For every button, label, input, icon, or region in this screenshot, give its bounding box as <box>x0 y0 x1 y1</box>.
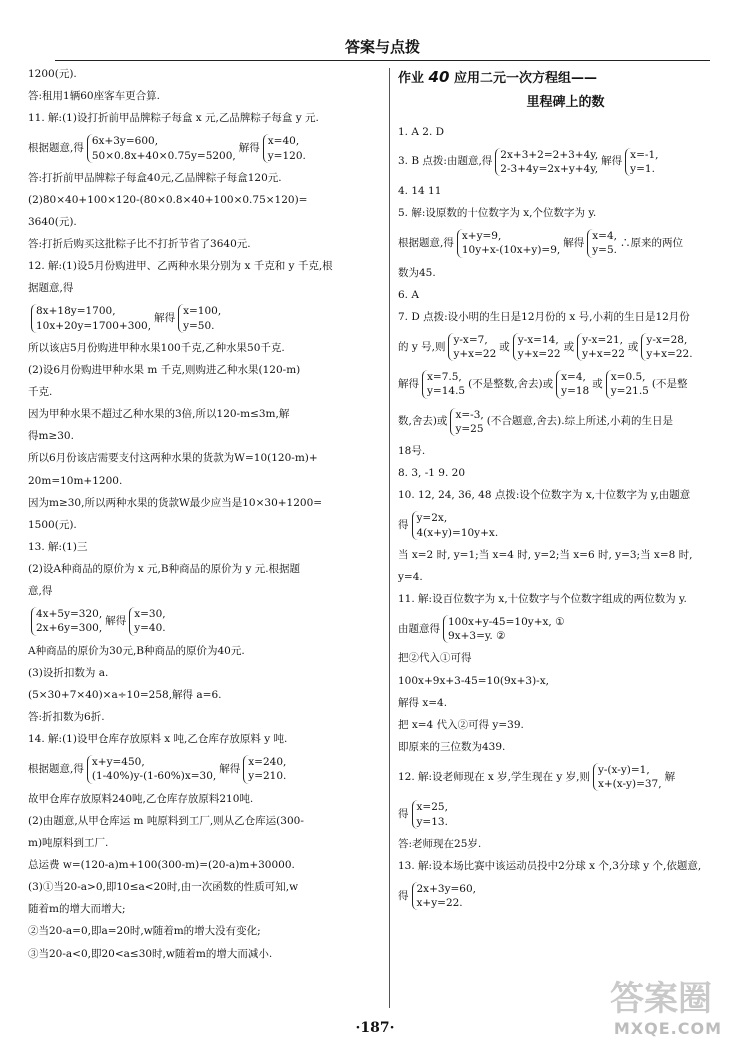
equation: y=5. <box>592 244 617 257</box>
title-text: 应用二元一次方程组—— <box>453 71 597 86</box>
text-line: (2)由题意,从甲仓库运 m 吨原料到工厂,则从乙仓库运(300- <box>28 814 304 827</box>
text-span: 根据题意,得 <box>28 762 84 775</box>
solution-system <box>263 134 306 162</box>
equation: 2-3+4y=2x+y+4y, <box>500 162 599 175</box>
text-line: 所以6月份该店需要支付这两种水果的货款为W=10(120-m)+ <box>28 452 318 465</box>
equation: y=13. <box>416 815 448 828</box>
text-span: 12. 解:设老师现在 x 岁,学生现在 y 岁,则 <box>398 770 590 783</box>
text-span: 得 <box>398 807 409 820</box>
text-line: 因为m≥30,所以两种水果的货款W最少应当是10×30+1200= <box>28 496 323 509</box>
equation-row <box>398 370 733 398</box>
equation-row <box>398 763 733 791</box>
equation: y=50. <box>183 319 215 332</box>
equation: x=40, <box>267 135 300 148</box>
equation: 8x+18y=1700, <box>36 305 116 318</box>
text-line: 100x+9x+3-45=10(9x+3)-x, <box>398 674 549 687</box>
equation: y=25 <box>455 422 484 435</box>
equation: y=14.5 <box>427 385 466 398</box>
equation: y-x=28, <box>646 333 688 346</box>
text-line: 随着m的增大而增大; <box>28 903 126 916</box>
text-span: 根据题意,得 <box>28 141 84 154</box>
problem-14-head: 14. 解:(1)设甲仓库存放原料 x 吨,乙仓库存放原料 y 吨. <box>28 733 288 746</box>
equation: 50×0.8x+40×0.75y=5200, <box>91 149 236 162</box>
text-line: 1. A 2. D <box>398 125 445 138</box>
text-line: (5×30+7×40)×a÷10=258,解得 a=6. <box>28 688 222 701</box>
equation-row <box>28 607 383 635</box>
solution-system <box>129 607 165 635</box>
text-span: 由题意得 <box>398 622 440 635</box>
equation-system <box>87 755 216 783</box>
text-line: ②当20-a=0,即a=20时,w随着m的增大没有变化; <box>28 925 261 938</box>
text-line: 解得 x=4. <box>398 696 448 709</box>
text-line: 数为45. <box>398 266 436 279</box>
text-line: (2)设6月份购进甲种水果 m 千克,则购进乙种水果(120-m) <box>28 363 301 376</box>
equation: y+x=22. <box>646 348 693 361</box>
text-line: 答:打折后购买这批粽子比不打折节省了3640元. <box>28 238 251 251</box>
text-span: 解得 <box>238 141 260 154</box>
problem-12-head: 12. 解:(1)设5月份购进甲、乙两种水果分别为 x 千克和 y 千克,根 <box>28 260 333 273</box>
equation-system <box>593 763 662 791</box>
equation-row <box>398 882 733 910</box>
solution-system <box>178 304 221 332</box>
equation: y=1. <box>630 162 655 175</box>
watermark-text-small: MXQE.COM <box>613 1019 722 1038</box>
text-line: 得m≥30. <box>28 430 74 443</box>
text-span: 数,舍去)或 <box>398 415 448 428</box>
problem-5-head: 5. 解:设原数的十位数字为 x,个位数字为 y. <box>398 207 597 220</box>
equation: x+y=22. <box>416 897 463 910</box>
equation: y+x=22 <box>517 348 561 361</box>
equation: 9x+3=y. ② <box>448 630 506 643</box>
solution-system <box>243 755 286 783</box>
equation-system <box>31 607 102 635</box>
text-line: (3)①当20-a>0,即10≤a<20时,由一次函数的性质可知,w <box>28 881 299 894</box>
equation: x=100, <box>183 305 222 318</box>
equation-system <box>457 229 560 257</box>
equation-system <box>412 511 499 539</box>
text-span: 根据题意,得 <box>398 236 454 249</box>
text-line: m)吨原料到工厂. <box>28 836 109 849</box>
equation-system <box>641 333 692 361</box>
equation: x=4, <box>592 230 617 243</box>
equation: y=40. <box>134 622 166 635</box>
text-span: 解 <box>664 770 676 783</box>
problem-10-head: 10. 12, 24, 36, 48 点拨:设个位数字为 x,十位数字为 y,由题意 <box>398 489 691 502</box>
equation-row <box>398 333 733 361</box>
equation-system <box>448 333 496 361</box>
equation-row <box>398 800 733 828</box>
text-span: 或 <box>563 340 575 353</box>
equation: y-x=14, <box>517 333 559 346</box>
equation-row <box>28 134 383 162</box>
text-span: ∴原来的两位 <box>620 236 683 249</box>
equation: y=21.5 <box>610 385 649 398</box>
equation: x=240, <box>248 756 287 769</box>
equation: x=7.5, <box>427 371 462 384</box>
page-number: ·187· <box>355 1020 395 1036</box>
solution-system <box>625 148 658 176</box>
header-rule <box>55 60 710 61</box>
equation-row <box>28 755 383 783</box>
column-divider <box>389 68 390 1008</box>
equation: 10y+x-(10x+y)=9, <box>461 244 561 257</box>
text-span: 解得 <box>219 762 241 775</box>
text-line: 总运费 w=(120-a)m+100(300-m)=(20-a)m+30000. <box>28 859 295 871</box>
section-title <box>398 68 733 87</box>
equation: x+y=9, <box>461 230 502 243</box>
equation: 6x+3y=600, <box>91 135 159 148</box>
text-line: 据题意,得 <box>28 282 74 295</box>
equation-system <box>87 134 236 162</box>
equation: 4(x+y)=10y+x. <box>416 526 499 539</box>
equation-row <box>398 229 733 257</box>
text-line: (2)设A种商品的原价为 x 元,B种商品的原价为 y 元.根据题 <box>28 563 301 576</box>
equation-row <box>398 615 733 643</box>
equation-row <box>398 511 733 539</box>
text-line: 把②代入①可得 <box>398 652 472 665</box>
text-span: 的 y 号,则 <box>398 340 446 353</box>
title-prefix: 作业 <box>398 71 425 86</box>
problem-13-head: 13. 解:(1)三 <box>28 540 88 553</box>
problem-11r-head: 11. 解:设百位数字为 x,十位数字与个位数字组成的两位数为 y. <box>398 592 687 605</box>
equation-row <box>398 408 733 436</box>
equation: x=0.5, <box>610 371 646 384</box>
text-span: 或 <box>592 377 603 390</box>
text-span: (不合题意,舍去).综上所述,小莉的生日是 <box>486 415 673 428</box>
equation: x=-1, <box>630 148 659 161</box>
text-line: 意,得 <box>28 585 53 598</box>
equation: 2x+3+2=2+3+4y, <box>500 148 599 161</box>
equation: 2x+6y=300, <box>36 622 103 635</box>
equation: y-x=7, <box>453 333 488 346</box>
equation-system <box>577 333 625 361</box>
text-span: 解得 <box>563 236 585 249</box>
text-line: 1500(元). <box>28 518 77 531</box>
equation: 4x+5y=320, <box>36 608 103 621</box>
text-line: (3)设折扣数为 a. <box>28 666 109 679</box>
equation-system <box>513 333 561 361</box>
text-span: 或 <box>499 340 510 353</box>
text-line: 所以该店5月份购进甲种水果100千克,乙种水果50千克. <box>28 341 285 354</box>
text-line: 答:折扣数为6折. <box>28 711 105 724</box>
text-line: 因为甲种水果不超过乙种水果的3倍,所以120-m≤3m,解 <box>28 408 290 421</box>
text-span: 得 <box>398 889 409 902</box>
text-line: 8. 3, -1 9. 20 <box>398 467 465 480</box>
text-line: 把 x=4 代入②可得 y=39. <box>398 718 524 731</box>
text-line: 答:租用1辆60座客车更合算. <box>28 90 160 103</box>
text-line: 18号. <box>398 444 426 457</box>
equation: y+x=22 <box>453 348 497 361</box>
text-line: ③当20-a<0,即20<a≤30时,w随着m的增大而减小. <box>28 947 273 960</box>
equation: y-x=21, <box>582 333 623 346</box>
solution-system <box>587 229 617 257</box>
problem-7-head: 7. D 点拨:设小明的生日是12月份的 x 号,小莉的生日是12月份 <box>398 310 690 323</box>
equation: y-(x-y)=1, <box>597 764 650 777</box>
equation: y=120. <box>267 149 306 162</box>
equation-system <box>495 148 598 176</box>
problem-13r-head: 13. 解:设本场比赛中该运动员投中2分球 x 个,3分球 y 个,依题意, <box>398 859 702 872</box>
solution-system <box>556 370 589 398</box>
text-span: 得 <box>398 518 409 531</box>
equation: x=25, <box>416 801 448 814</box>
equation: x=4, <box>561 371 586 384</box>
title-number: 40 <box>428 68 450 86</box>
left-column <box>28 68 383 970</box>
equation: x=30, <box>134 608 166 621</box>
text-span: 解得 <box>601 155 623 168</box>
text-span: 解得 <box>105 614 127 627</box>
text-span: (不是整 <box>651 377 688 390</box>
text-line: y=4. <box>398 570 423 583</box>
solution-system <box>422 370 465 398</box>
text-line: 故甲仓库存放原料240吨,乙仓库存放原料210吨. <box>28 792 254 805</box>
equation-row <box>398 148 733 176</box>
equation: y+x=22 <box>582 348 625 361</box>
text-line: 20m=10m+1200. <box>28 474 123 487</box>
watermark-text-large: 答案圈 <box>610 979 712 1019</box>
equation: 2x+3y=60, <box>416 882 477 895</box>
equation-row <box>28 304 383 332</box>
equation: y=18 <box>561 385 590 398</box>
equation-system <box>443 615 565 643</box>
equation-system <box>31 304 151 332</box>
text-line: 答:老师现在25岁. <box>398 837 482 850</box>
equation: (1-40%)y-(1-60%)x=30, <box>91 770 217 783</box>
equation: y=210. <box>248 770 287 783</box>
equation: 10x+20y=1700+300, <box>36 319 152 332</box>
text-span: 解得 <box>398 377 419 390</box>
text-line: 答:打折前甲品牌粽子每盒40元,乙品牌粽子每盒120元. <box>28 171 282 184</box>
section-subtitle: 里程碑上的数 <box>526 95 605 111</box>
text-line: (2)80×40+100×120-(80×0.8×40+100×0.75×120)= <box>28 193 308 206</box>
right-column <box>398 68 733 919</box>
text-line: 3640(元). <box>28 215 77 228</box>
text-line: 千克. <box>28 386 53 399</box>
text-line: 4. 14 11 <box>398 184 442 197</box>
text-line: 1200(元). <box>28 68 77 80</box>
problem-11-head: 11. 解:(1)设打折前甲品牌粽子每盒 x 元,乙品牌粽子每盒 y 元. <box>28 112 319 125</box>
text-span: (不是整数,舍去)或 <box>468 377 554 390</box>
equation: x=-3, <box>455 408 484 421</box>
solution-system <box>450 408 483 436</box>
text-line: A种商品的原价为30元,B种商品的原价为40元. <box>28 644 245 657</box>
equation: 100x+y-45=10y+x, ① <box>448 616 565 629</box>
solution-system <box>412 800 448 828</box>
page-header: 答案与点拨 <box>344 38 420 56</box>
text-span: 3. B 点拨:由题意,得 <box>398 155 493 168</box>
text-span: 解得 <box>154 312 176 325</box>
text-line: 6. A <box>398 288 419 301</box>
equation-system <box>412 882 477 910</box>
solution-system <box>606 370 649 398</box>
equation: y=2x, <box>416 512 448 525</box>
text-line: 当 x=2 时, y=1;当 x=4 时, y=2;当 x=6 时, y=3;当 x=8 时, <box>398 548 693 561</box>
watermark-logo <box>577 980 722 1038</box>
text-line: 即原来的三位数为439. <box>398 740 506 753</box>
equation: x+(x-y)=37, <box>597 778 662 791</box>
equation: x+y=450, <box>91 756 145 769</box>
text-span: 或 <box>627 340 639 353</box>
